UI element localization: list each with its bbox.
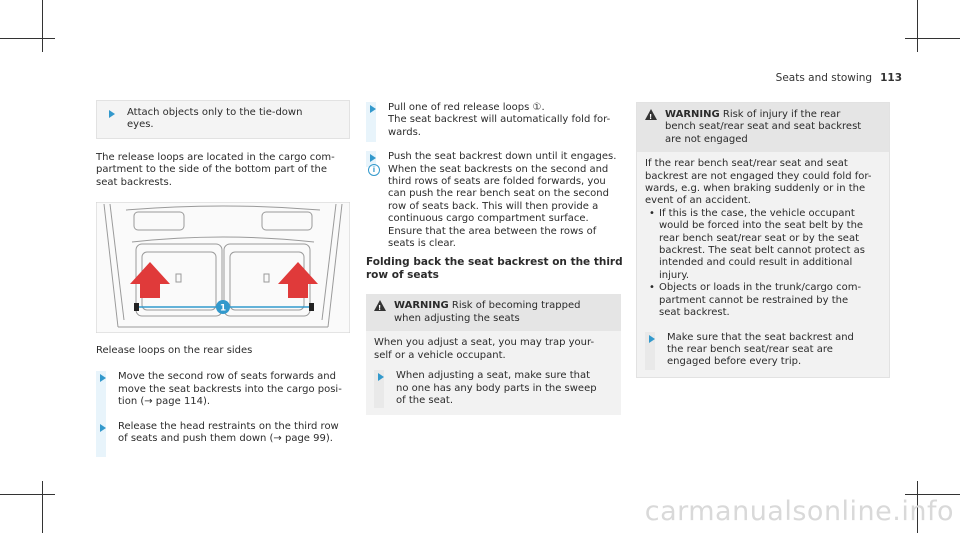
crop-mark bbox=[42, 0, 43, 52]
crop-mark bbox=[917, 0, 918, 52]
arrow-icon bbox=[645, 332, 659, 356]
warning-injury: ! WARNING Risk of injury if the rear bench seat/rear seat and seat backrest are not engaged If the rear bench seat/rear seat and seat backrest are not engaged they could fold for- wards, e.g. when braking suddenly or in the event of an accident. • If this is the case, the vehicle occupant would be forced into the seat belt by the rear bench seat/rear seat or by the seat backrest. The seat belt cannot protect as intended and could result in additional injury. • Objects or loads in the trunk/cargo com- partment cannot be restrained by the seat backrest. Make sure that the seat backrest and the rear bench seat/rear seat are engaged before every trip. bbox=[636, 102, 890, 378]
warning-icon: ! bbox=[374, 300, 386, 311]
arrow-icon bbox=[105, 107, 119, 131]
step-push-backrest: Push the seat backrest down until it engages. bbox=[366, 151, 621, 163]
figure-caption: Release loops on the rear sides bbox=[96, 345, 253, 357]
arrow-icon bbox=[96, 371, 110, 395]
crop-mark bbox=[905, 38, 960, 39]
warning-icon: ! bbox=[645, 109, 657, 120]
tip-box: Attach objects only to the tie-down eyes. bbox=[96, 100, 350, 139]
step-release-head-restraints: Release the head restraints on the third row of seats and push them down (→ page 99). bbox=[96, 421, 350, 446]
arrow-icon bbox=[366, 102, 380, 126]
section-title: Seats and stowing bbox=[775, 72, 873, 84]
watermark: carmanualsonline.info bbox=[644, 496, 954, 527]
step-pull-loop: Pull one of red release loops ①. The seat backrest will automatically fold for- wards. bbox=[366, 102, 621, 139]
crop-mark bbox=[905, 494, 960, 495]
right-column bbox=[636, 102, 890, 378]
warning-trapped: ! WARNING Risk of becoming trapped when adjusting the seats When you adjust a seat, you may trap your- self or a vehicle occupant. When adjusting a seat, make sure that no one has any body parts in the sweep of the seat. bbox=[366, 294, 621, 415]
crop-mark bbox=[0, 38, 55, 39]
step-move-seats: Move the second row of seats forwards and move the seat backrests into the cargo posi- tion (→ page 114). bbox=[96, 371, 350, 408]
intro-paragraph: The release loops are located in the cargo com- partment to the side of the bottom part of the seat backrests. bbox=[96, 151, 335, 188]
callout-1: 1 bbox=[219, 303, 227, 314]
section-heading: Folding back the seat backrest on the third row of seats bbox=[366, 256, 623, 282]
middle-column bbox=[366, 102, 621, 415]
cargo-illustration bbox=[96, 202, 350, 333]
crop-mark bbox=[42, 481, 43, 533]
page-number: 113 bbox=[880, 72, 902, 84]
arrow-icon bbox=[374, 370, 388, 394]
arrow-icon bbox=[366, 151, 380, 175]
crop-mark bbox=[0, 494, 55, 495]
left-column bbox=[96, 100, 350, 445]
page-header bbox=[776, 72, 902, 84]
info-note: i When the seat backrests on the second and third rows of seats are folded forwards, you can push the rear bench seat on the second row of seats back. This will then provide a continuous cargo compartment surface. Ensure that the area between the rows of seats is clear. bbox=[366, 164, 621, 251]
arrow-icon bbox=[96, 421, 110, 445]
bullet-item: • Objects or loads in the trunk/cargo com- partment cannot be restrained by the seat backrest. bbox=[645, 282, 881, 319]
bullet-item: • If this is the case, the vehicle occupant would be forced into the seat belt by the rear bench seat/rear seat or by the seat backrest. The seat belt cannot protect as intended and could result in additional injury. bbox=[645, 208, 881, 282]
info-icon: i bbox=[368, 164, 380, 176]
